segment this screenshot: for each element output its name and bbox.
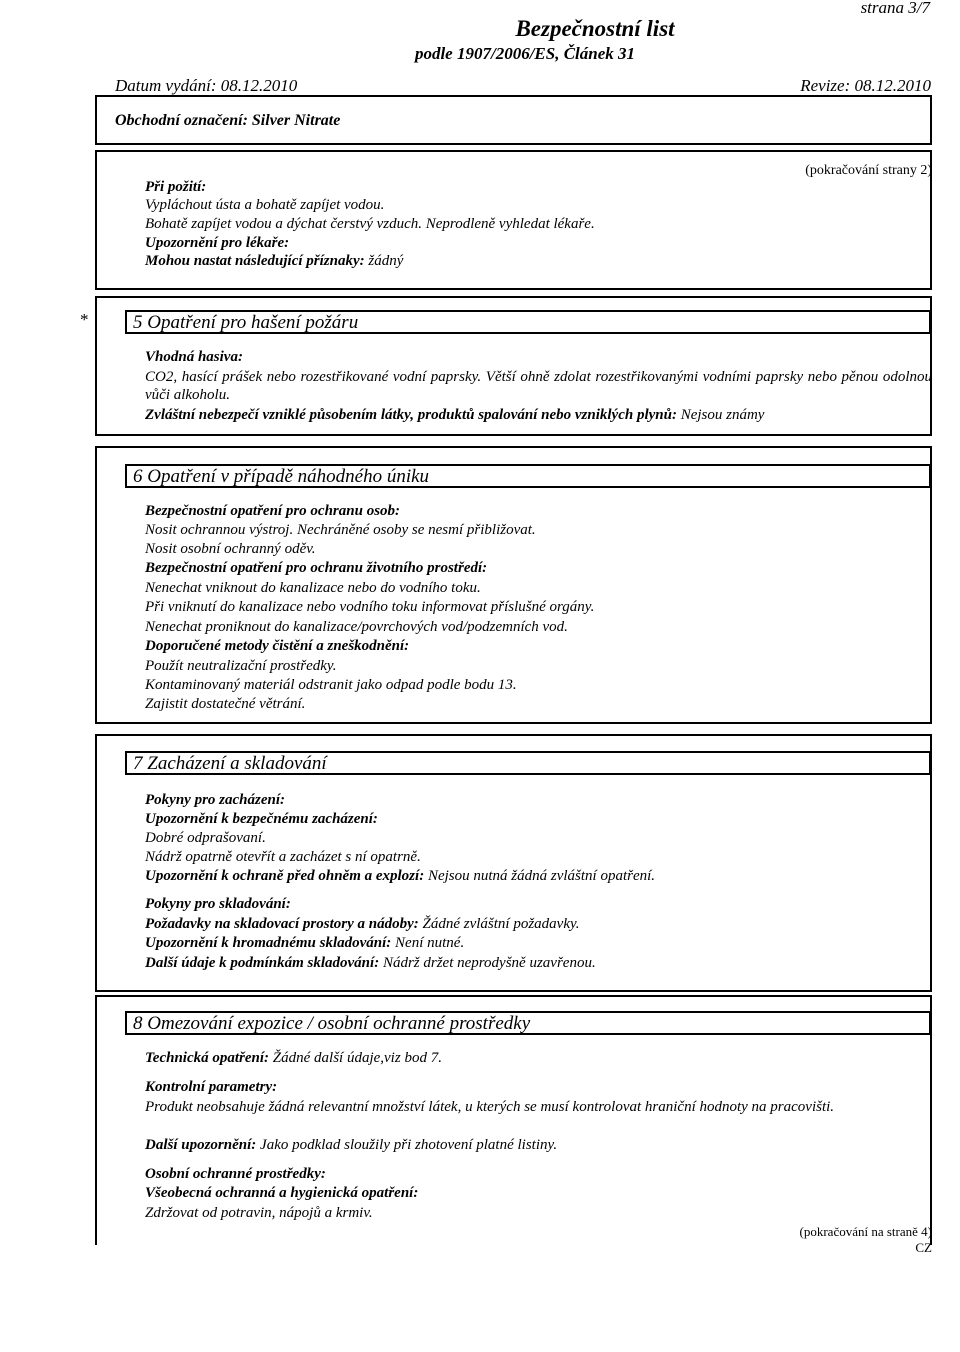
personal-precautions-label: Bezpečnostní opatření pro ochranu osob: [145, 503, 401, 519]
cleanup-3: Zajistit dostatečné větrání. [145, 696, 306, 712]
personal-precautions-2: Nosit osobní ochranný oděv. [145, 541, 316, 557]
section7-heading: 7 Zacházení a skladování [125, 751, 931, 775]
bulk-storage-value: Není nutné. [395, 935, 465, 951]
safe-handling-1: Dobré odprašovaní. [145, 830, 266, 846]
continued-from: (pokračování strany 2) [805, 163, 932, 178]
section6-heading: 6 Opatření v případě náhodného úniku [125, 464, 931, 488]
ppe-label: Osobní ochranné prostředky: [145, 1166, 326, 1182]
storage-conditions-label: Další údaje k podmínkám skladování: [145, 955, 380, 971]
storage-conditions-line [145, 955, 596, 972]
document-title: Bezpečnostní list [515, 16, 675, 41]
environmental-label: Bezpečnostní opatření pro ochranu životního prostředí: [145, 560, 488, 576]
technical-measures-line [145, 1050, 442, 1067]
further-notes-value: Jako podklad sloužily při zhotovení platné listiny. [260, 1137, 558, 1153]
further-notes-line [145, 1137, 557, 1154]
safe-handling-2: Nádrž opatrně otevřít a zacházet s ní opatrně. [145, 849, 421, 865]
ingestion-text-2: Bohatě zapíjet vodou a dýchat čerstvý vzduch. Neprodleně vyhledat lékaře. [145, 216, 595, 232]
section8-heading: 8 Omezování expozice / osobní ochranné prostředky [125, 1011, 931, 1035]
section5-heading: 5 Opatření pro hašení požáru [125, 310, 931, 334]
symptoms-line [145, 253, 403, 270]
environmental-2: Při vniknutí do kanalizace nebo vodního toku informovat příslušné orgány. [145, 599, 595, 615]
bulk-storage-label: Upozornění k hromadnému skladování: [145, 935, 392, 951]
special-hazard-line [145, 407, 764, 424]
handling-label: Pokyny pro zacházení: [145, 792, 285, 808]
safe-handling-label: Upozornění k bezpečnému zacházení: [145, 811, 378, 827]
environmental-3: Nenechat proniknout do kanalizace/povrchových vod/podzemních vod. [145, 619, 568, 635]
hygiene-value: Zdržovat od potravin, nápojů a krmiv. [145, 1205, 373, 1221]
technical-measures-value: Žádné další údaje,viz bod 7. [272, 1050, 442, 1066]
bulk-storage-line [145, 935, 464, 952]
extinguishing-media-label: Vhodná hasiva: [145, 349, 243, 365]
symptoms-label: Mohou nastat následující příznaky: [145, 253, 365, 269]
personal-precautions-1: Nosit ochrannou výstroj. Nechráněné osoby se nesmí přibližovat. [145, 522, 536, 538]
fire-protection-value: Nejsou nutná žádná zvláštní opatření. [427, 868, 656, 884]
ingestion-text-1: Vypláchout ústa a bohatě zapíjet vodou. [145, 197, 385, 213]
symptoms-value: žádný [368, 253, 404, 269]
change-marker: * [80, 310, 89, 329]
extinguishing-media-text: CO2, hasící prášek nebo rozestřikované vodní paprsky. Větší ohně zdolat rozestřikovanými vodními paprsky nebo pěnou odolnou vůči alkoholu. [145, 369, 932, 403]
doctor-label: Upozornění pro lékaře: [145, 235, 290, 251]
technical-measures-label: Technická opatření: [145, 1050, 270, 1066]
storage-requirements-label: Požadavky na skladovací prostory a nádoby: [145, 916, 419, 932]
continued-on: (pokračování na straně 4) [799, 1224, 932, 1239]
special-hazard-value: Nejsou známy [680, 407, 765, 423]
special-hazard-label: Zvláštní nebezpečí vzniklé působením látky, produktů spalování nebo vzniklých plynů: [145, 407, 677, 423]
language-code: CZ [915, 1240, 932, 1255]
hygiene-label: Všeobecná ochranná a hygienická opatření: [145, 1185, 419, 1201]
cleanup-2: Kontaminovaný materiál odstranit jako odpad podle bodu 13. [145, 677, 517, 693]
cleanup-label: Doporučené metody čistění a zneškodnění: [145, 638, 410, 654]
further-notes-label: Další upozornění: [145, 1137, 257, 1153]
issue-date: Datum vydání: 08.12.2010 [115, 76, 298, 95]
document-subtitle: podle 1907/2006/ES, Článek 31 [414, 44, 636, 63]
ingestion-label: Při požití: [145, 179, 207, 195]
fire-protection-line [145, 868, 655, 885]
control-parameters-label: Kontrolní parametry: [145, 1079, 278, 1095]
storage-requirements-line [145, 916, 580, 933]
fire-protection-label: Upozornění k ochraně před ohněm a explozí: [145, 868, 425, 884]
cleanup-1: Použít neutralizační prostředky. [145, 658, 337, 674]
trade-name: Obchodní označení: Silver Nitrate [115, 112, 341, 129]
environmental-1: Nenechat vniknout do kanalizace nebo do vodního toku. [145, 580, 481, 596]
revision-date: Revize: 08.12.2010 [800, 76, 931, 95]
control-parameters-text: Produkt neobsahuje žádná relevantní množství látek, u kterých se musí kontrolovat hraniční hodnoty na pracovišti. [145, 1099, 835, 1115]
page-number: strana 3/7 [860, 0, 930, 17]
storage-conditions-value: Nádrž držet neprodyšně uzavřenou. [382, 955, 596, 971]
storage-label: Pokyny pro skladování: [145, 896, 291, 912]
storage-requirements-value: Žádné zvláštní požadavky. [422, 916, 580, 932]
